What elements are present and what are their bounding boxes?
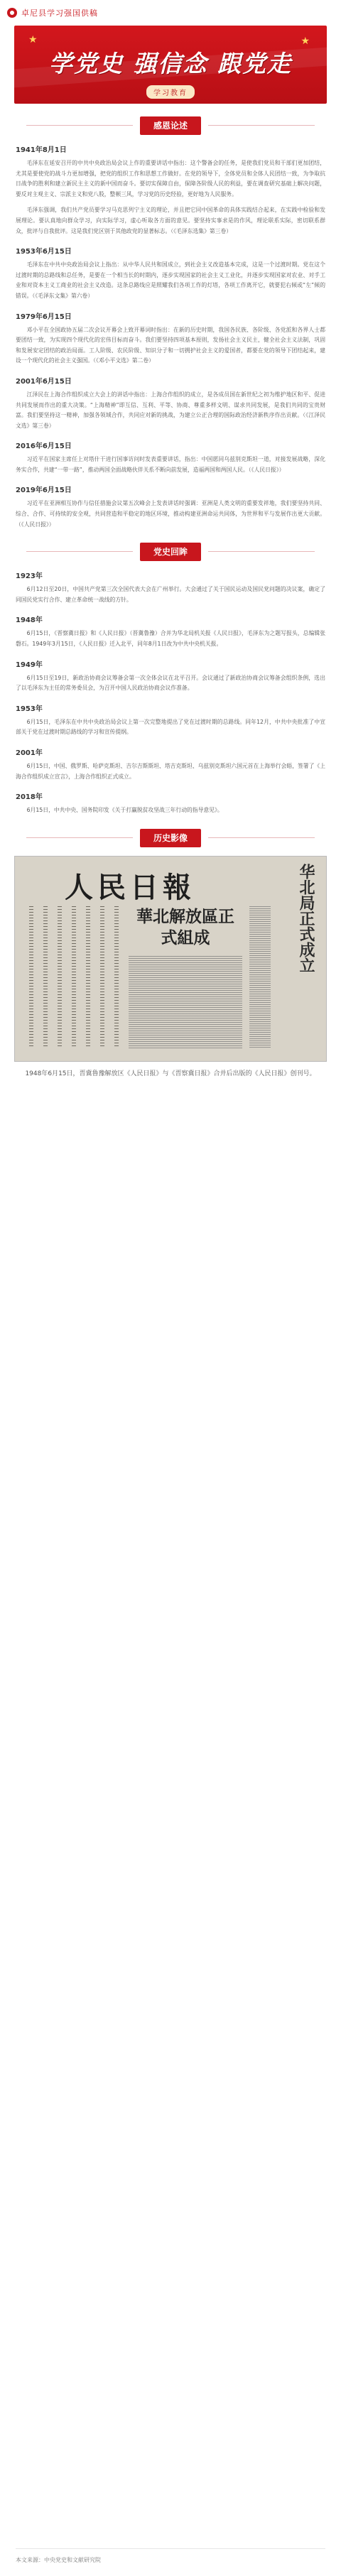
- event-text: 6月15日，中国、俄罗斯、哈萨克斯坦、吉尔吉斯斯坦、塔吉克斯坦、乌兹别克斯坦六国元首在上海举行会晤，签署了《上海合作组织成立宣言》，上海合作组织正式成立。: [16, 763, 325, 780]
- newspaper-text-column: [43, 906, 48, 1048]
- event-text: 6月15日，毛泽东在中共中央政治局会议上第一次完整地提出了党在过渡时期的总路线。同年12月，中共中央批准了中宣部关于党在过渡时期总路线的学习和宣传提纲。: [16, 718, 325, 736]
- banner-subtitle: 学习教育: [146, 85, 195, 99]
- remark-date: 2016年6月15日: [16, 442, 72, 451]
- event-year: 1948年: [16, 616, 43, 625]
- remark-date: 1941年8月1日: [16, 146, 67, 154]
- top-bar: [0, 0, 341, 26]
- newspaper-text-column: [58, 906, 62, 1048]
- remark-paragraph: 毛泽东在中共中央政治局会议上指出：从中华人民共和国成立，到社会主义改造基本完成，这是一个过渡时期。党在这个过渡时期的总路线和总任务，是要在一个相当长的时期内，逐步实现国家的社会主义工业化，并逐步实现国家对农业、对手工业和对资本主义工商业的社会主义改造。这条总路线应是照耀我们各项工作的灯塔，各项工作离开它，就要犯右倾或“左”倾的错误。（《毛泽东文集》第六卷）: [16, 261, 325, 299]
- newspaper-text-column: [86, 906, 90, 1048]
- remark-date: 1953年6月15日: [16, 248, 72, 256]
- photo-caption: 1948年6月15日，晋冀鲁豫解放区《人民日报》与《晋察冀日报》合并后出版的《人民日报》创刊号。: [25, 1070, 316, 1077]
- event-text: 6月15日，《晋察冀日报》和《人民日报》（晋冀鲁豫）合并为华北局机关报《人民日报》，毛泽东为之题写报头，总编辑张磐石。1949年3月15日，《人民日报》迁入北平，同年8月1日改为中共中央机关报。: [16, 630, 325, 648]
- remark-paragraph: 邓小平在全国政协五届二次会议开幕会上致开幕词时指出：在新的历史时期，我国各民族、各阶级、各党派和各界人士都要团结一致，为实现四个现代化的宏伟目标而奋斗。我们要坚持四项基本原则，发扬社会主义民主，健全社会主义法制，巩固和发展安定团结的政治局面。工人阶级、农民阶级、知识分子和一切拥护社会主义的爱国者，都要在党的领导下团结起来，建设一个现代化的社会主义强国。（《邓小平文选》第二卷）: [16, 326, 325, 364]
- newspaper-photo: [14, 856, 327, 1062]
- newspaper-text-column: [72, 906, 76, 1048]
- newspaper-text-column: [100, 906, 104, 1048]
- remark-paragraph: 习近平在国家主席任上对塔什干进行国事访问时发表重要讲话，指出：中国愿同乌兹别克斯坦一道，对接发展战略，深化务实合作，共建“一带一路”，推动两国全面战略伙伴关系不断向前发展，造福两国和两国人民。（《人民日报》）: [16, 456, 325, 473]
- event-year: 1923年: [16, 572, 43, 581]
- remarks-list: [0, 143, 341, 530]
- event-text: 6月15日，中共中央、国务院印发《关于打赢脱贫攻坚战三年行动的指导意见》。: [26, 807, 223, 814]
- events-list: [0, 570, 341, 816]
- star-icon: ★: [28, 34, 38, 45]
- event-year: 2001年: [16, 749, 43, 757]
- section-title-remarks: 感恩论述: [140, 116, 201, 135]
- newspaper-text-column: [29, 906, 33, 1048]
- remark-date: 2001年6月15日: [16, 377, 72, 386]
- event-text: 6月15日至19日，新政治协商会议筹备会第一次全体会议在北平召开。会议通过了新政治协商会议筹备会组织条例，选出了以毛泽东为主任的常务委员会，为召开中国人民政治协商会议作准备。: [16, 674, 325, 692]
- banner-slogan: 学党史 强信念 跟党走: [49, 50, 292, 77]
- newspaper-masthead: 人民日報: [65, 870, 195, 904]
- footer-divider: [16, 2548, 325, 2549]
- banner: [14, 26, 327, 104]
- newspaper-body-text: [129, 956, 242, 1048]
- remark-paragraph: 习近平在亚洲相互协作与信任措施会议第五次峰会上发表讲话时强调：亚洲是人类文明的重要发祥地，我们要坚持共同、综合、合作、可持续的安全观，共同营造和平稳定的地区环境，推动构建亚洲命运共同体，为世界和平与发展作出更大贡献。（《人民日报》）: [16, 500, 325, 528]
- footer-source: 本文来源：中央党史和文献研究院: [16, 2557, 101, 2563]
- event-text: 6月12日至20日，中国共产党第三次全国代表大会在广州举行。大会通过了关于国民运动及国民党问题的决议案，确定了同国民党实行合作、建立革命统一战线的方针。: [16, 586, 325, 603]
- footer: [0, 2548, 341, 2564]
- site-title: 卓尼县学习强国供稿: [21, 9, 98, 18]
- remark-date: 1979年6月15日: [16, 313, 72, 321]
- remark-paragraph: 毛泽东强调，我们共产党员要学习马克思列宁主义的理论，并且把它同中国革命的具体实践结合起来，在实践中检验和发展理论。要认真地向群众学习，向实际学习，虚心听取各方面的意见。要坚持实事求是的作风，理论联系实际，密切联系群众，批评与自我批评。这是我们党区别于其他政党的显著标志。（《毛泽东选集》第三卷）: [16, 207, 325, 234]
- logo-icon: [7, 8, 17, 18]
- star-icon: ★: [301, 36, 310, 47]
- newspaper-text-column: [114, 906, 119, 1048]
- newspaper-headline: 華北解放區正式組成: [136, 906, 234, 947]
- newspaper-body-text: [249, 906, 271, 1048]
- event-year: 2018年: [16, 793, 43, 802]
- event-year: 1953年: [16, 705, 43, 713]
- newspaper-right-column: 华北局正式成立: [297, 863, 315, 973]
- remark-paragraph: 江泽民在上海合作组织成立大会上的讲话中指出：上海合作组织的成立，是各成员国在新世纪之初为维护地区和平、促进共同发展而作出的重大决策。“上海精神”即互信、互利、平等、协商、尊重多样文明、谋求共同发展，是我们共同的宝贵财富。我们要坚持这一精神，加强各领域合作，共同应对新的挑战，为建立公正合理的国际政治经济新秩序作出贡献。（《江泽民文选》第三卷）: [16, 391, 325, 429]
- remark-date: 2019年6月15日: [16, 487, 72, 495]
- remark-paragraph: 毛泽东在延安召开的中共中央政治局会议上作的重要讲话中指出：这个警备会的任务，是使我们党员和干部们更加团结，尤其是要使党的战斗力更加增强，把党的组织工作和思想工作做好。在党的领导下，全体党员和全体人民团结一致，为争取抗日战争的胜利和建立新民主主义的新中国而奋斗。要切实保障自由，保障各阶级人民的利益，要在调查研究基础上解决问题，要反对主观主义、宗派主义和党八股，整顿三风，学习党的历史经验，更好地为人民服务。: [16, 160, 325, 197]
- section-title-events: 党史回眸: [140, 543, 201, 561]
- event-year: 1949年: [16, 661, 43, 669]
- section-title-photo: 历史影像: [140, 829, 201, 847]
